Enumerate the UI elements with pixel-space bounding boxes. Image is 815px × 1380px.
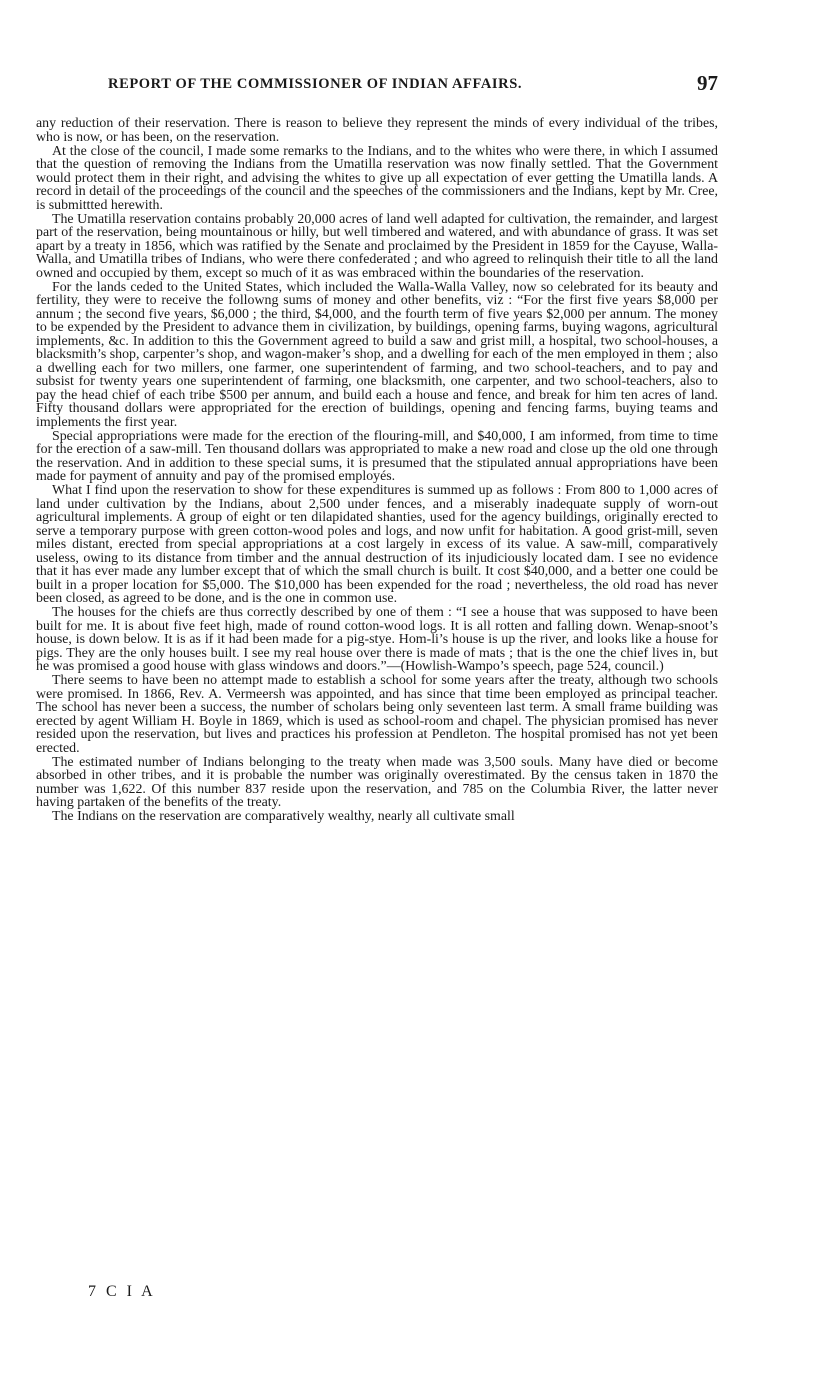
header-title: REPORT OF THE COMMISSIONER OF INDIAN AFFAIRS.	[108, 76, 523, 92]
paragraph: Special appropriations were made for the erection of the flouring-mill, and $40,000, I am informed, from time to time for the erection of a saw-mill. Ten thousand dollars was appropriated to make a new road and close up the old one through the reservation. And in addition to these special sums, it is presumed that the stipulated annual appropriations have been made for payment of annuity and pay of the promised employés.	[36, 428, 718, 484]
paragraph: What I find upon the reservation to show for these expenditures is summed up as follows : From 800 to 1,000 acres of land under cultivation by the Indians, about 2,500 under fences, and a miserably inadequate supply of worn-out agricultural implements. A group of eight or ten dilapidated shanties, used for the agency buildings, originally erected to serve a temporary purpose with green cotton-wood poles and logs, and now unfit for habitation. A good grist-mill, seven miles distant, erected from special appropriations at a cost largely in excess of its value. A saw-mill, comparatively useless, owing to its distance from timber and the annual destruction of its injudiciously located dam. I see no evidence that it has ever made any lumber except that of which the small church is built. It cost $40,000, and a better one could be built in a proper location for $5,000. The $10,000 has been expended for the road ; nevertheless, the old road has never been closed, as agreed to be done, and is the one in common use.	[36, 483, 718, 606]
page-number: 97	[697, 71, 718, 95]
paragraph: The Indians on the reservation are comparatively wealthy, nearly all cultivate small	[52, 809, 515, 824]
body-text	[36, 117, 718, 824]
paragraph: There seems to have been no attempt made to establish a school for some years after the treaty, although two schools were promised. In 1866, Rev. A. Vermeersh was appointed, and has since that time been employed as principal teacher. The school has never been a success, the number of scholars being only seventeen last term. A small frame building was erected by agent William H. Boyle in 1869, which is used as school-room and chapel. The physician promised has never resided upon the reservation, but lives and practices his profession at Pendleton. The hospital promised has not yet been erected.	[36, 673, 718, 756]
running-header	[108, 71, 718, 100]
paragraph: The houses for the chiefs are thus correctly described by one of them : “I see a house that was supposed to have been built for me. It is about five feet high, made of round cotton-wood logs. It is all rotten and falling down. Wenap-snoot’s house, is down below. It is as if it had been made for a pig-stye. Hom-li’s house is up the river, and looks like a house for pigs. They are the only houses built. I see my real house over there is made of mats ; that is the one the chief lives in, but he was promised a good house with glass windows and doors.”—(Howlish-Wampo’s speech, page 524, council.)	[36, 605, 718, 674]
paragraph: At the close of the council, I made some remarks to the Indians, and to the whites who were there, in which I assumed that the question of removing the Indians from the Umatilla reservation was now finally settled. That the Government would protect them in their right, and advising the whites to give up all expectation of ever getting the Umatilla lands. A record in detail of the proceedings of the council and the speeches of the commissioners and the Indians, kept by Mr. Cree, is submittted herewith.	[36, 143, 718, 213]
paragraph: The Umatilla reservation contains probably 20,000 acres of land well adapted for cultivation, the remainder, and largest part of the reservation, being mountainous or hilly, but well timbered and watered, and with abundance of grass. It was set apart by a treaty in 1856, which was ratified by the Senate and proclaimed by the President in 1859 for the Cayuse, Walla-Walla, and Umatilla tribes of Indians, who were there confederated ; and who agreed to relinquish their title to all the land owned and occupied by them, except so much of it as was embraced within the boundaries of the reservation.	[36, 211, 718, 281]
paragraph: any reduction of their reservation. There is reason to believe they represent the minds of every individual of the tribes, who is now, or has been, on the reservation.	[36, 116, 718, 145]
paragraph: For the lands ceded to the United States, which included the Walla-Walla Valley, now so celebrated for its beauty and fertility, they were to receive the followng sums of money and other benefits, viz : “For the first five years $8,000 per annum ; the second five years, $6,000 ; the third, $4,000, and the fourth term of five years $2,000 per annum. The money to be expended by the President to advance them in civilization, by buildings, opening farms, buying wagons, agricultural implements, &c. In addition to this the Government agreed to build a saw and grist mill, a hospital, two school-houses, a blacksmith’s shop, carpenter’s shop, and wagon-maker’s shop, and a dwelling for each of the men employed in them ; also a dwelling each for two millers, one farmer, one superintendent of farming, and two school-teachers, and to pay and subsist for twenty years one superintendent of farming, one blacksmith, one carpenter, and two school-teachers, also to pay the head chief of each tribe $500 per annum, and build each a house and fence, and break for him ten acres of land. Fifty thousand dollars were appropriated for the erection of buildings, opening and fencing farms, buying teams and implements the first year.	[36, 279, 718, 430]
signature-mark: 7 C I A	[88, 1283, 156, 1300]
paragraph: The estimated number of Indians belonging to the treaty when made was 3,500 souls. Many have died or become absorbed in other tribes, and it is probable the number was originally overestimated. By the census taken in 1870 the number was 1,622. Of this number 837 reside upon the reservation, and 785 on the Columbia River, the latter never having partaken of the benefits of the treaty.	[36, 754, 718, 810]
